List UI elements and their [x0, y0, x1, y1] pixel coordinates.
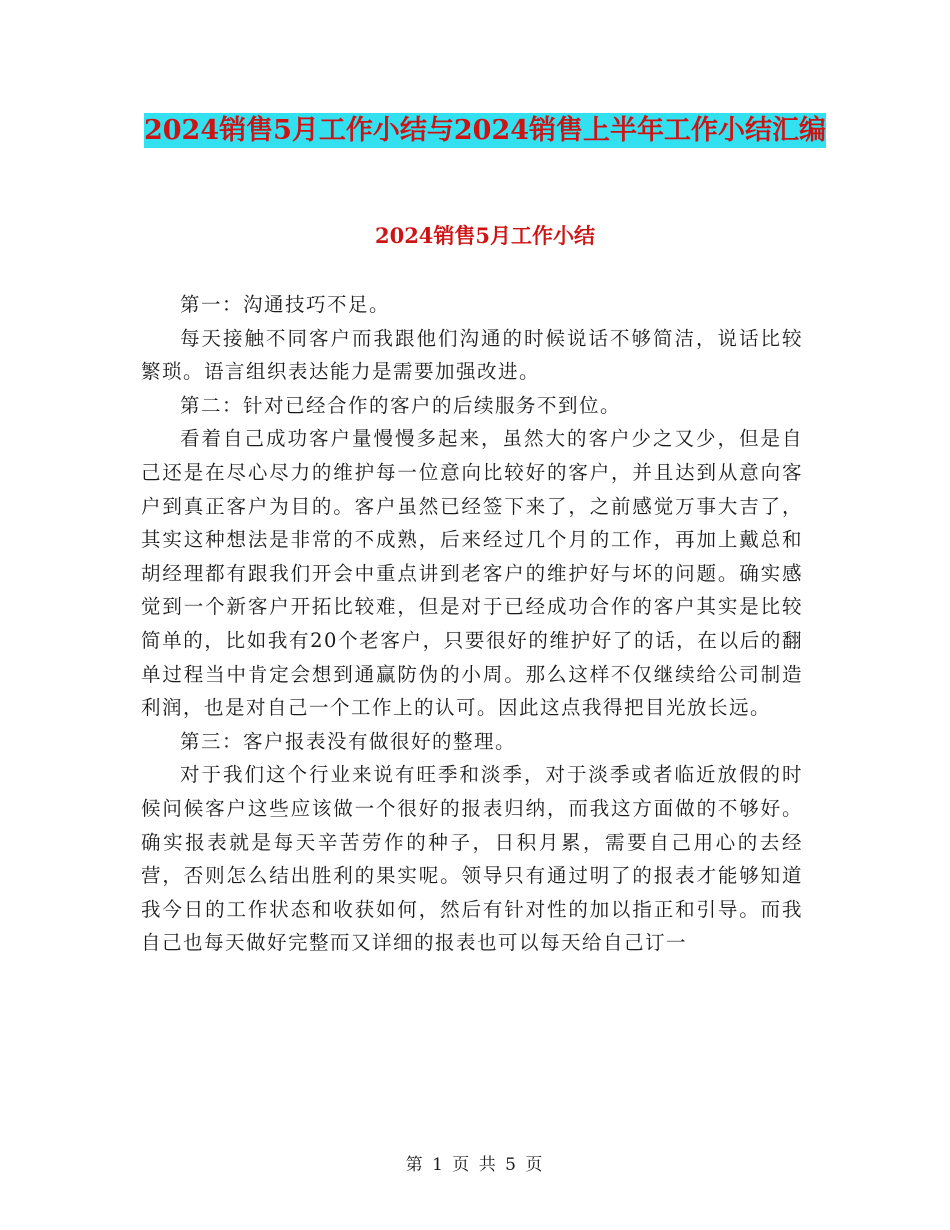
paragraph-6: 对于我们这个行业来说有旺季和淡季，对于淡季或者临近放假的时候问候客户这些应该做一个很好的报表归纳，而我这方面做的不够好。确实报表就是每天辛苦劳作的种子，日积月累，需要自己用心的去经营，否则怎么结出胜利的果实呢。领导只有通过明了的报表才能够知道我今日的工作状态和收获如何，然后有针对性的加以指正和引导。而我自己也每天做好完整而又详细的报表也可以每天给自己订一: [141, 763, 803, 955]
paragraph-4: 看着自己成功客户量慢慢多起来，虽然大的客户少之又少，但是自己还是在尽心尽力的维护每一位意向比较好的客户，并且达到从意向客户到真正客户为目的。客户虽然已经签下来了，之前感觉万事大吉了，其实这种想法是非常的不成熟，后来经过几个月的工作，再加上戴总和胡经理都有跟我们开会中重点讲到老客户的维护好与坏的问题。确实感觉到一个新客户开拓比较难，但是对于已经成功合作的客户其实是比较简单的，比如我有20个老客户，只要很好的维护好了的话，在以后的翻单过程当中肯定会想到通赢防伪的小周。那么这样不仅继续给公司制造利润，也是对自己一个工作上的认可。因此这点我得把目光放长远。: [141, 427, 803, 720]
document-title-text: 2024销售5月工作小结与2024销售上半年工作小结汇编: [143, 115, 827, 146]
document-title: [140, 108, 830, 154]
paragraph-3: 第二：针对已经合作的客户的后续服务不到位。: [180, 393, 622, 417]
paragraph-1: 第一：沟通技巧不足。: [180, 293, 391, 316]
paragraph-2: 每天接触不同客户而我跟他们沟通的时候说话不够简洁，说话比较繁琐。语言组织表达能力是需要加强改进。: [141, 326, 803, 384]
paragraph-5: 第三：客户报表没有做很好的整理。: [180, 729, 517, 753]
page-footer: 第 1 页 共 5 页: [405, 1155, 545, 1175]
document-body: [141, 288, 803, 960]
section-title: 2024销售5月工作小结: [374, 223, 596, 248]
